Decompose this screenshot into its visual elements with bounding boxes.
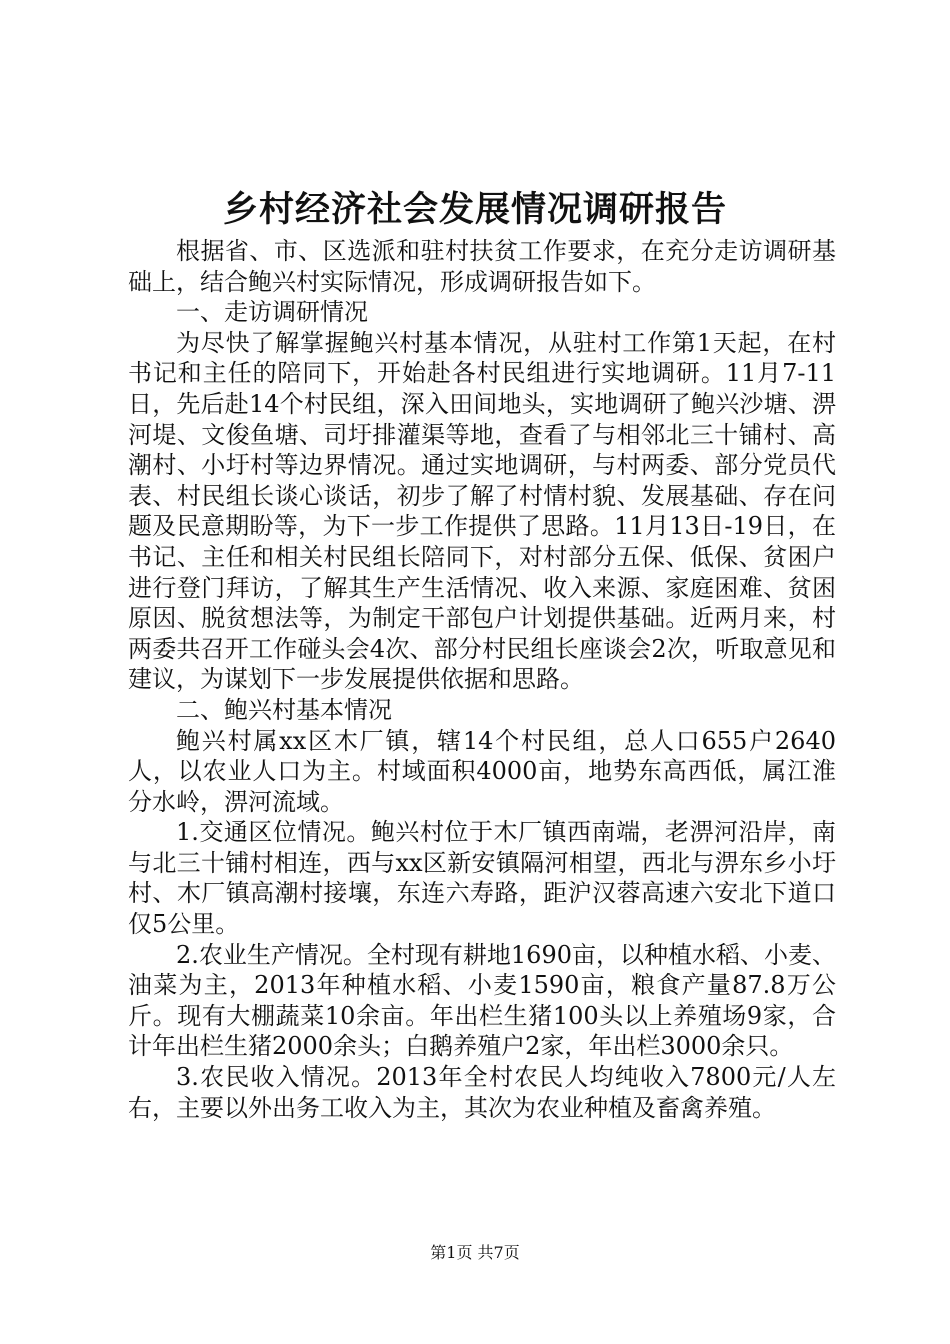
paragraph-income: 3.农民收入情况。2013年全村农民人均纯收入7800元/人左右，主要以外出务工收入为主，其次为农业种植及畜禽养殖。 <box>128 1063 836 1122</box>
section-heading-2: 二、鲍兴村基本情况 <box>176 695 392 724</box>
section-heading-1: 一、走访调研情况 <box>176 298 368 327</box>
document-title: 乡村经济社会发展情况调研报告 <box>222 189 727 230</box>
paragraph-transport: 1.交通区位情况。鲍兴村位于木厂镇西南端，老淠河沿岸，南与北三十铺村相连，西与xx区新安镇隔河相望，西北与淠东乡小圩村、木厂镇高潮村接壤，东连六寿路，距沪汉蓉高速六安北下道口仅5公里。 <box>128 818 836 939</box>
paragraph-intro: 根据省、市、区选派和驻村扶贫工作要求，在充分走访调研基础上，结合鲍兴村实际情况，形成调研报告如下。 <box>128 237 836 296</box>
document-body <box>128 236 836 1123</box>
paragraph-agriculture: 2.农业生产情况。全村现有耕地1690亩，以种植水稻、小麦、油菜为主，2013年种植水稻、小麦1590亩，粮食产量87.8万公斤。现有大棚蔬菜10余亩。年出栏生猪100头以上养殖场9家，合计年出栏生猪2000余头；白鹅养殖户2家，年出栏3000余只。 <box>128 940 836 1061</box>
page-number-footer: 第1页 共7页 <box>430 1243 520 1262</box>
paragraph-survey: 为尽快了解掌握鲍兴村基本情况，从驻村工作第1天起，在村书记和主任的陪同下，开始赴各村民组进行实地调研。11月7-11日，先后赴14个村民组，深入田间地头，实地调研了鲍兴沙塘、淠河堤、文俊鱼塘、司圩排灌渠等地，查看了与相邻北三十铺村、高潮村、小圩村等边界情况。通过实地调研，与村两委、部分党员代表、村民组长谈心谈话，初步了解了村情村貌、发展基础、存在问题及民意期盼等，为下一步工作提供了思路。11月13日-19日，在书记、主任和相关村民组长陪同下，对村部分五保、低保、贫困户进行登门拜访，了解其生产生活情况、收入来源、家庭困难、贫困原因、脱贫想法等，为制定干部包户计划提供基础。近两月来，村两委共召开工作碰头会4次、部分村民组长座谈会2次，听取意见和建议，为谋划下一步发展提供依据和思路。 <box>128 328 836 694</box>
paragraph-basic-info: 鲍兴村属xx区木厂镇，辖14个村民组，总人口655户2640人，以农业人口为主。村域面积4000亩，地势东高西低，属江淮分水岭，淠河流域。 <box>128 726 836 816</box>
